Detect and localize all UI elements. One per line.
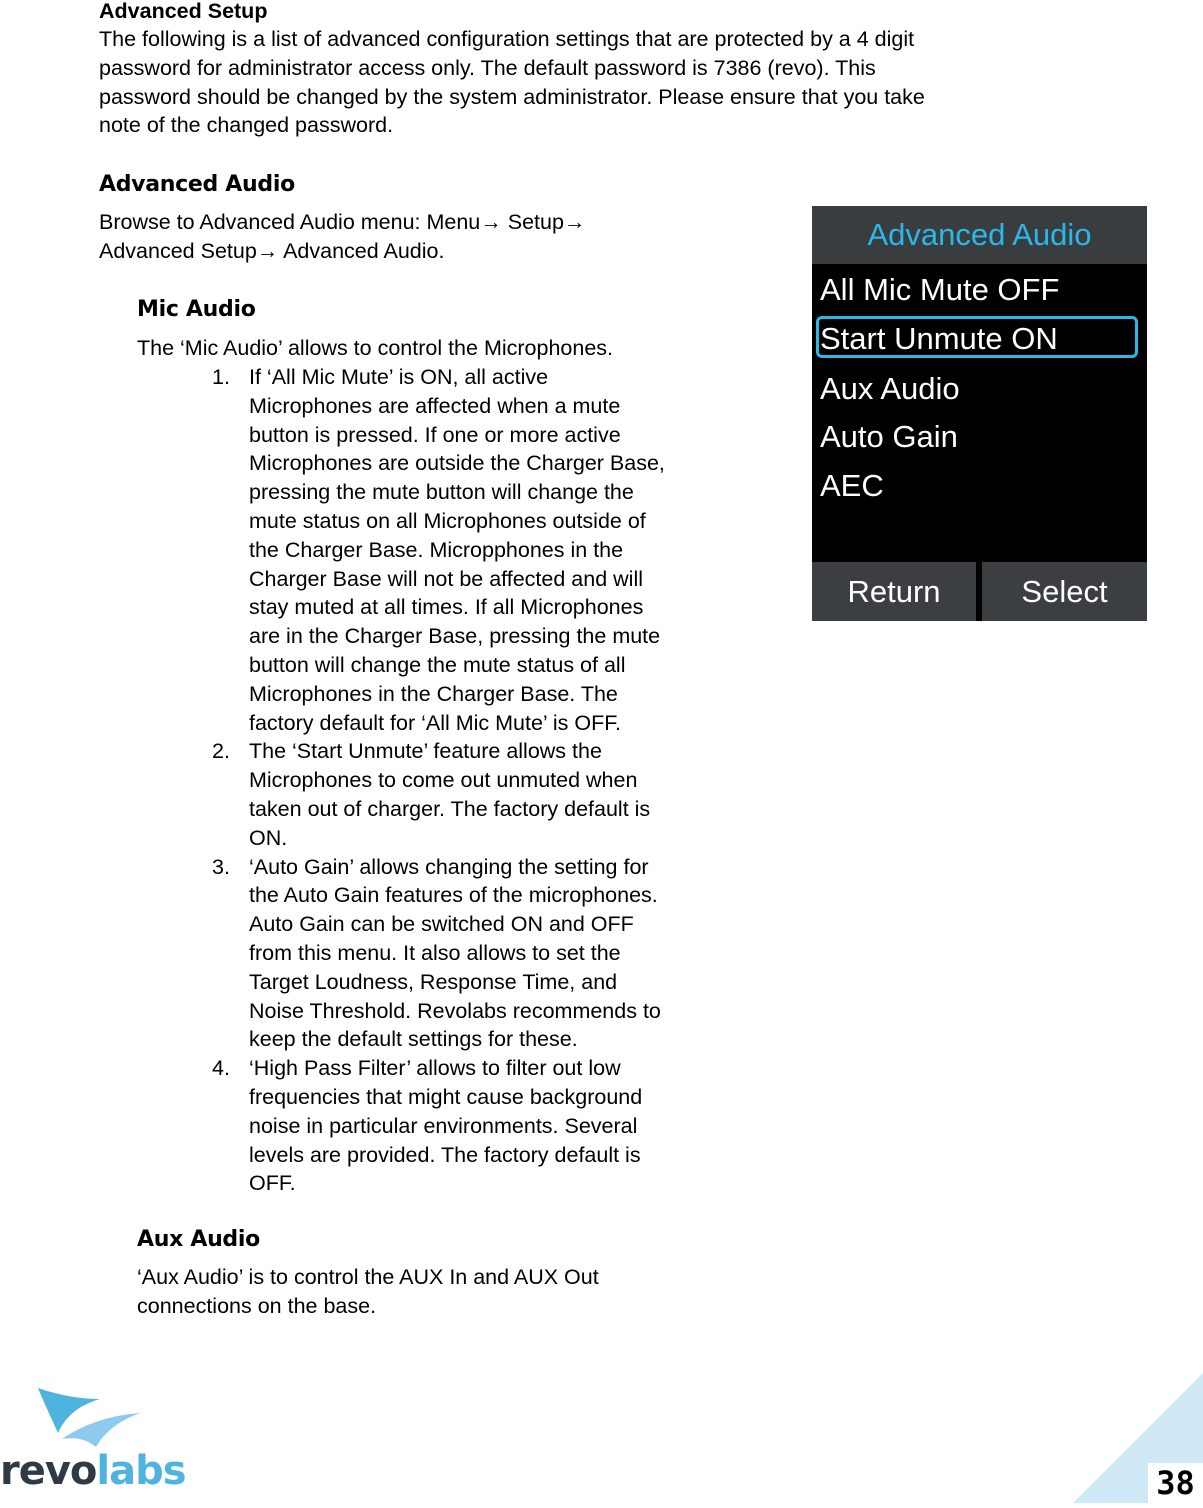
text-line: Noise Threshold. Revolabs recommends to: [249, 998, 661, 1023]
list-number: 1.: [212, 365, 230, 389]
text-line: ‘High Pass Filter’ allows to filter out low: [249, 1056, 621, 1081]
logo-wordmark: [0, 1447, 186, 1495]
text-line: note of the changed password.: [99, 113, 394, 138]
advanced-setup-heading: Advanced Setup: [99, 0, 268, 23]
menu-item-all-mic-mute: All Mic Mute OFF: [820, 272, 1060, 307]
text-line: pressing the mute button will change the: [249, 480, 634, 505]
text-line: OFF.: [249, 1171, 296, 1196]
revolabs-logo: [0, 1385, 186, 1503]
text-line: stay muted at all times. If all Microphones: [249, 595, 644, 620]
list-item: [212, 737, 772, 852]
text-line: noise in particular environments. Several: [249, 1113, 638, 1138]
text-line: The ‘Start Unmute’ feature allows the: [249, 739, 602, 764]
text-line: the Auto Gain features of the microphones.: [249, 883, 658, 908]
text-line: Microphones are outside the Charger Base,: [249, 451, 665, 476]
text-line: connections on the base.: [137, 1293, 377, 1318]
logo-text-revo: revo: [0, 1448, 97, 1494]
list-item: [212, 1054, 772, 1198]
menu-item-aec: AEC: [820, 468, 884, 503]
text-line: button will change the mute status of all: [249, 652, 626, 677]
text-line: Microphones are affected when a mute: [249, 393, 621, 418]
screen-title: Advanced Audio: [812, 206, 1147, 264]
menu-item-auto-gain: Auto Gain: [820, 419, 958, 454]
text-line: mute status on all Microphones outside of: [249, 508, 646, 533]
list-number: 4.: [212, 1056, 230, 1081]
text-line: The following is a list of advanced configuration settings that are protected by a 4 digit: [99, 27, 915, 51]
aux-audio-heading: Aux Audio: [137, 1227, 260, 1252]
text-line: button is pressed. If one or more active: [249, 422, 621, 447]
text-line: Microphones in the Charger Base. The: [249, 681, 618, 706]
text-line: ‘Auto Gain’ allows changing the setting for: [249, 854, 649, 879]
mic-audio-intro: The ‘Mic Audio’ allows to control the Microphones.: [137, 336, 614, 360]
advanced-audio-browse: [99, 208, 779, 266]
list-item: [212, 363, 772, 737]
text-line: Target Loudness, Response Time, and: [249, 969, 618, 994]
text-line: If ‘All Mic Mute’ is ON, all active: [249, 365, 549, 389]
text-line: the Charger Base. Micropphones in the: [249, 537, 624, 562]
text-line: from this menu. It also allows to set the: [249, 940, 621, 965]
text-line: taken out of charger. The factory default is: [249, 796, 651, 821]
advanced-setup-paragraph: [99, 25, 1099, 140]
aux-audio-paragraph: [137, 1263, 777, 1321]
text-line: Browse to Advanced Audio menu: Menu→ Setup→: [99, 210, 586, 234]
text-line: keep the default settings for these.: [249, 1027, 578, 1052]
logo-text-labs: labs: [96, 1448, 186, 1494]
text-line: ‘Aux Audio’ is to control the AUX In and AUX Out: [137, 1265, 599, 1289]
page-number: 38: [1148, 1463, 1203, 1503]
text-line: factory default for ‘All Mic Mute’ is OFF.: [249, 710, 621, 735]
text-line: password for administrator access only. The default password is 7386 (revo). This: [99, 55, 876, 80]
list-number: 2.: [212, 739, 230, 764]
text-line: Microphones to come out unmuted when: [249, 768, 638, 793]
list-item: [212, 853, 772, 1055]
text-line: frequencies that might cause background: [249, 1084, 643, 1109]
advanced-audio-heading: Advanced Audio: [99, 172, 295, 197]
mic-audio-list: [212, 363, 772, 1198]
text-line: ON.: [249, 825, 288, 850]
text-line: levels are provided. The factory default is: [249, 1142, 641, 1167]
text-line: password should be changed by the system administrator. Please ensure that you take: [99, 84, 925, 109]
return-softkey: Return: [812, 562, 976, 621]
text-line: Charger Base will not be affected and will: [249, 566, 643, 591]
device-screen: [812, 206, 1147, 621]
text-line: Advanced Setup→ Advanced Audio.: [99, 238, 445, 263]
menu-item-aux-audio: Aux Audio: [820, 371, 960, 406]
select-softkey: Select: [982, 562, 1147, 621]
text-line: are in the Charger Base, pressing the mute: [249, 624, 661, 649]
mic-audio-heading: Mic Audio: [137, 297, 256, 322]
text-line: Auto Gain can be switched ON and OFF: [249, 912, 634, 937]
list-number: 3.: [212, 854, 230, 879]
menu-item-start-unmute: Start Unmute ON: [820, 321, 1058, 356]
